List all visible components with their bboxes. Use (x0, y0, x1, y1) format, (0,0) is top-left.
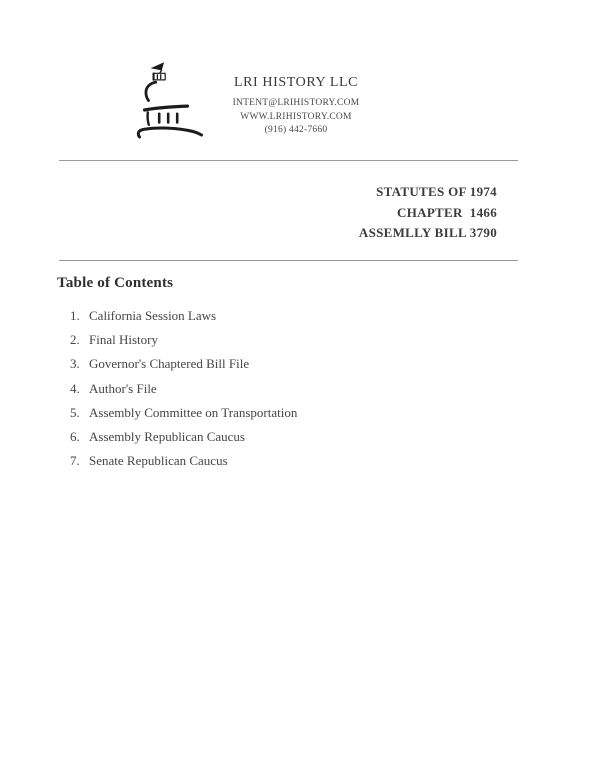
toc-item-label: Final History (89, 332, 158, 348)
assembly-bill-line: ASSEMLLY BILL 3790 (358, 225, 497, 241)
statutes-line: STATUTES OF 1974 (376, 184, 497, 199)
statute-reference-block (277, 182, 497, 244)
toc-item-label: Author's File (89, 380, 157, 396)
toc-item-label: Governor's Chaptered Bill File (89, 356, 250, 372)
toc-item-number: 1. (70, 308, 80, 323)
toc-item-assembly-committee-transportation (70, 401, 530, 425)
company-email: INTENT@LRIHISTORY.COM (232, 98, 360, 108)
company-name: LRI HISTORY LLC (233, 75, 359, 90)
toc-item-governors-chaptered-bill-file (70, 352, 530, 376)
toc-item-number: 7. (70, 453, 80, 469)
toc-item-number: 4. (70, 380, 80, 396)
toc-item-number: 5. (70, 404, 80, 420)
toc-item-number: 2. (70, 332, 80, 348)
toc-item-authors-file (70, 377, 530, 401)
reference-divider (59, 260, 518, 261)
toc-item-senate-republican-caucus (70, 449, 530, 473)
toc-item-number: 3. (70, 356, 80, 372)
toc-item-california-session-laws (70, 304, 530, 328)
chapter-line: CHAPTER 1466 (397, 204, 497, 220)
company-website: WWW.LRIHISTORY.COM (240, 112, 352, 122)
toc-item-assembly-republican-caucus (70, 425, 530, 449)
toc-item-label: Assembly Committee on Transportation (89, 404, 298, 420)
toc-heading: Table of Contents (57, 275, 174, 291)
toc-item-label: Senate Republican Caucus (89, 453, 228, 469)
toc-item-label: California Session Laws (89, 308, 217, 323)
toc-item-label: Assembly Republican Caucus (89, 428, 245, 444)
toc-item-final-history (70, 328, 530, 352)
company-phone: (916) 442-7660 (264, 125, 328, 135)
toc-item-number: 6. (70, 428, 80, 444)
letterhead-divider (59, 160, 518, 161)
toc-list (70, 304, 530, 473)
